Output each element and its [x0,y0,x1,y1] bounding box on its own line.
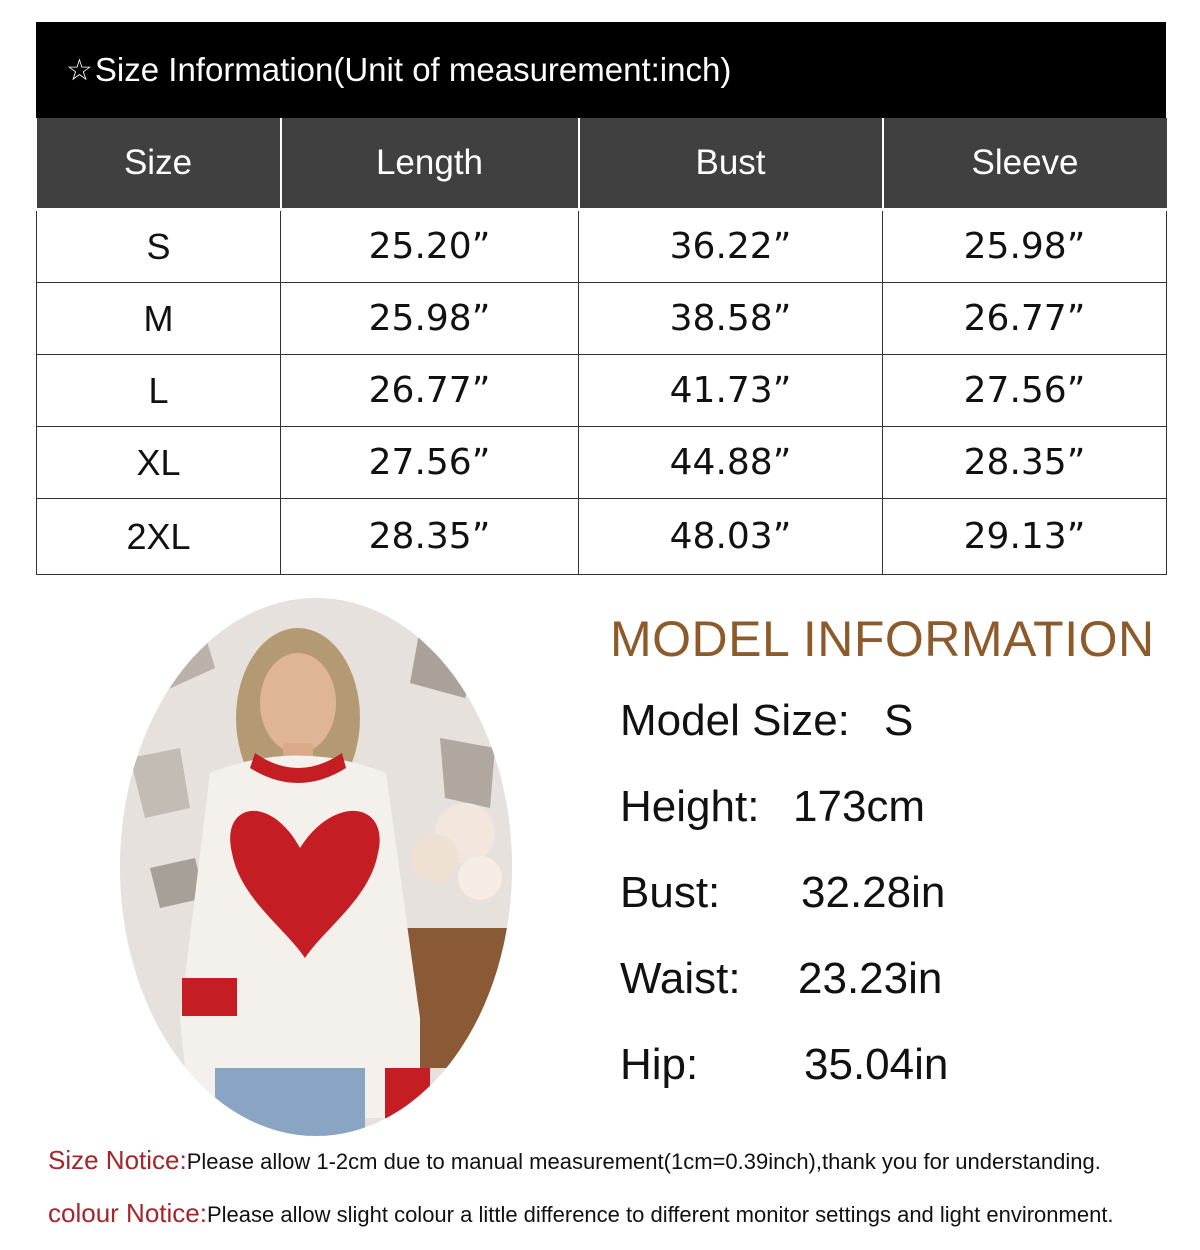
size-cell: M [37,283,281,355]
model-photo [120,598,512,1136]
bust-cell: 44.88” [579,427,883,499]
size-cell: L [37,355,281,427]
height-label: Height: [620,782,760,831]
model-size-label: Model Size: [620,696,850,745]
hip-value: 35.04in [804,1040,949,1089]
model-illustration [120,598,512,1136]
table-row [37,283,1167,355]
length-cell: 26.77” [281,355,579,427]
colour-notice [48,1198,1114,1229]
length-cell: 25.20” [281,210,579,283]
size-cell: S [37,210,281,283]
size-notice-text: Please allow 1-2cm due to manual measurement(1cm=0.39inch),thank you for understanding. [186,1149,1101,1174]
table-row [37,427,1167,499]
size-cell: XL [37,427,281,499]
bust-row [620,868,946,918]
size-notice-label: Size Notice: [48,1145,187,1175]
colour-notice-label: colour Notice: [48,1198,207,1228]
bust-value: 32.28in [801,868,946,917]
sleeve-cell: 27.56” [883,355,1167,427]
star-icon: ☆ [66,52,93,88]
bust-cell: 41.73” [579,355,883,427]
sleeve-cell: 26.77” [883,283,1167,355]
table-row [37,355,1167,427]
bust-cell: 38.58” [579,283,883,355]
column-header-length: Length [281,118,579,210]
size-info-title: Size Information(Unit of measurement:inch) [94,51,732,88]
column-header-bust: Bust [579,118,883,210]
length-cell: 28.35” [281,499,579,575]
model-size-row [620,696,914,746]
waist-label: Waist: [620,954,741,1003]
waist-row [620,954,943,1004]
column-header-sleeve: Sleeve [883,118,1167,210]
size-cell: 2XL [37,499,281,575]
table-row [37,210,1167,283]
sleeve-cell: 29.13” [883,499,1167,575]
size-info-header [36,22,1166,118]
bust-cell: 48.03” [579,499,883,575]
length-cell: 27.56” [281,427,579,499]
model-size-value: S [884,696,914,745]
sleeve-cell: 28.35” [883,427,1167,499]
sleeve-cell: 25.98” [883,210,1167,283]
size-table [36,118,1167,575]
height-value: 173cm [793,782,926,831]
model-info-title: MODEL INFORMATION [610,611,1155,667]
table-header-row [37,118,1167,210]
table-row [37,499,1167,575]
bust-label: Bust: [620,868,721,917]
height-row [620,782,926,832]
hip-row [620,1040,949,1090]
colour-notice-text: Please allow slight colour a little difference to different monitor settings and light environment. [206,1202,1114,1227]
size-notice [48,1145,1101,1176]
bust-cell: 36.22” [579,210,883,283]
hip-label: Hip: [620,1040,699,1089]
length-cell: 25.98” [281,283,579,355]
waist-value: 23.23in [798,954,943,1003]
column-header-size: Size [37,118,281,210]
